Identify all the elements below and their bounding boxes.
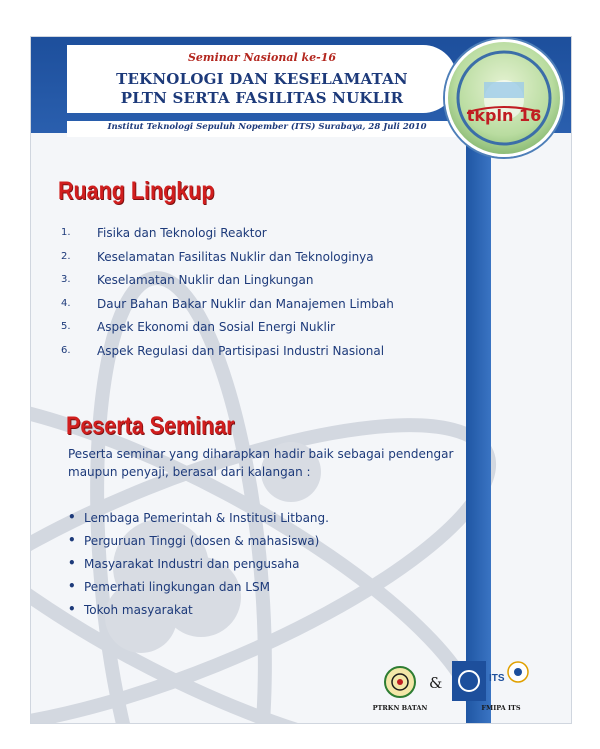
its-text: ITS — [489, 673, 505, 684]
participants-title: Peserta Seminar — [66, 412, 235, 440]
list-item — [61, 298, 461, 322]
batan-logo-icon — [383, 665, 417, 699]
ampersand: & — [429, 674, 443, 692]
participants-intro — [68, 445, 463, 481]
intro-line-1: Peserta seminar yang diharapkan hadir baik sebagai pendengar — [68, 447, 454, 461]
logo-text: tkpln 16 — [466, 106, 542, 125]
list-item — [61, 251, 461, 275]
list-text: Aspek Regulasi dan Partisipasi Industri Nasional — [97, 343, 385, 358]
list-number: 1. — [61, 227, 71, 238]
intro-line-2: maupun penyaji, berasal dari kalangan : — [68, 465, 311, 479]
scope-list — [61, 227, 461, 368]
list-item — [61, 227, 461, 251]
anniversary-50-icon — [507, 661, 529, 683]
scope-title: Ruang Lingkup — [58, 177, 215, 205]
title-line-2: PLTN SERTA FASILITAS NUKLIR — [120, 89, 404, 107]
list-number: 3. — [61, 274, 71, 285]
bullet-icon: • — [68, 510, 76, 524]
list-item — [68, 580, 448, 603]
list-text: Lembaga Pemerintah & Institusi Litbang. — [84, 511, 329, 525]
list-item — [68, 603, 448, 626]
list-text: Tokoh masyarakat — [84, 603, 193, 617]
fmipa-caption: FMIPA ITS — [481, 704, 521, 712]
list-text: Keselamatan Nuklir dan Lingkungan — [97, 273, 314, 287]
title-line-1: TEKNOLOGI DAN KESELAMATAN — [116, 70, 408, 88]
list-text: Perguruan Tinggi (dosen & mahasiswa) — [84, 534, 320, 548]
list-item — [68, 511, 448, 534]
list-item — [68, 534, 448, 557]
its-logo-icon — [452, 661, 486, 701]
participants-list — [68, 511, 448, 626]
list-number: 4. — [61, 297, 71, 309]
right-accent-bar — [466, 133, 491, 723]
logo-ring-icon — [448, 42, 560, 154]
batan-caption: PTRKN BATAN — [372, 704, 428, 712]
seminar-logo-badge — [445, 39, 563, 157]
list-number: 5. — [61, 321, 71, 332]
bullet-icon: • — [68, 602, 76, 616]
list-item — [61, 345, 461, 369]
list-item — [68, 557, 448, 580]
poster-page — [30, 36, 572, 724]
list-number: 2. — [61, 250, 71, 262]
list-number: 6. — [61, 344, 71, 356]
bullet-icon: • — [68, 579, 76, 593]
list-text: Pemerhati lingkungan dan LSM — [84, 580, 270, 594]
list-text: Masyarakat Industri dan pengusaha — [84, 557, 300, 571]
event-location-date: Institut Teknologi Sepuluh Nopember (ITS) Surabaya, 28 Juli 2010 — [107, 122, 427, 132]
bullet-icon: • — [68, 556, 76, 570]
bullet-icon: • — [68, 533, 76, 547]
list-text: Keselamatan Fasilitas Nuklir dan Teknologinya — [97, 249, 374, 264]
list-text: Fisika dan Teknologi Reaktor — [97, 226, 267, 240]
seminar-label: Seminar Nasional ke-16 — [187, 51, 337, 64]
list-text: Daur Bahan Bakar Nuklir dan Manajemen Limbah — [97, 296, 394, 311]
list-text: Aspek Ekonomi dan Sosial Energi Nuklir — [97, 320, 336, 334]
list-item — [61, 321, 461, 345]
list-item — [61, 274, 461, 298]
